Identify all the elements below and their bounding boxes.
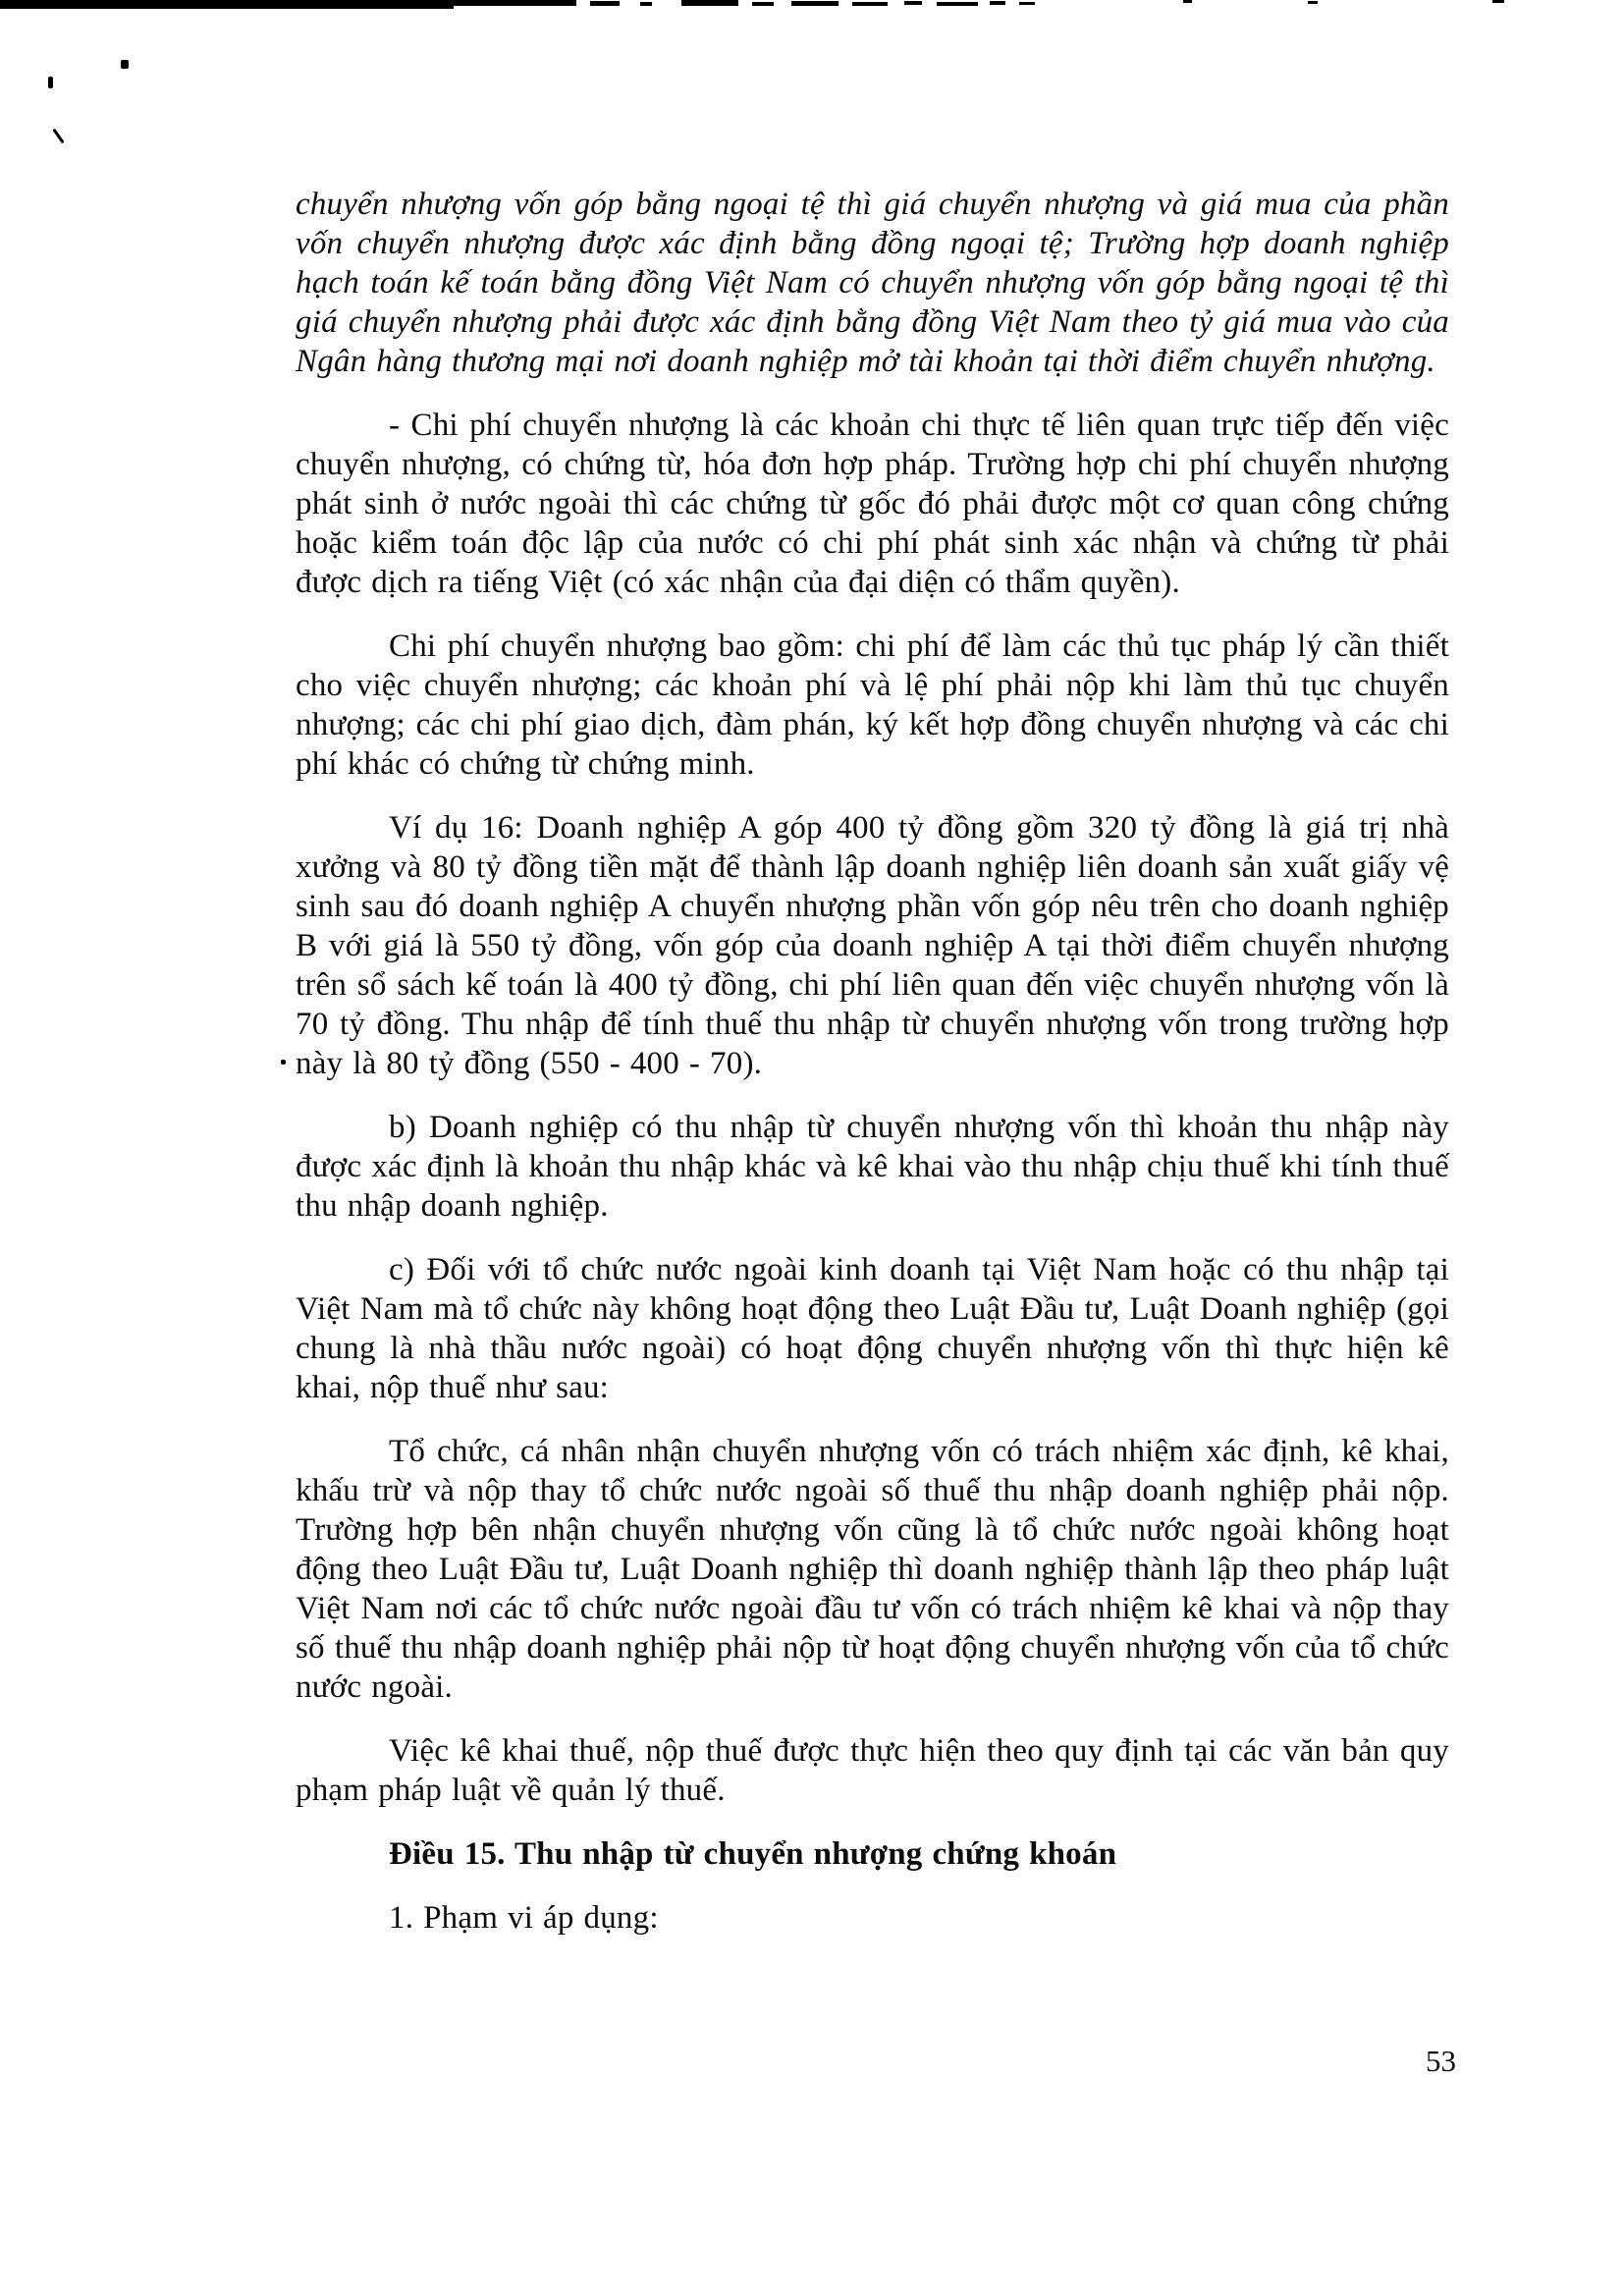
paragraph-item-b-other-income: b) Doanh nghiệp có thu nhập từ chuyển nhượng vốn thì khoản thu nhập này được xác định là khoản thu nhập khác và kê khai vào thu nhập chịu thuế khi tính thuế thu nhập doanh nghiệp. — [296, 1110, 1449, 1224]
paragraph-scope-of-application: 1. Phạm vi áp dụng: — [389, 1900, 659, 1936]
scan-mark — [990, 1, 1005, 5]
paragraph-example-16: Ví dụ 16: Doanh nghiệp A góp 400 tỷ đồng gồm 320 tỷ đồng là giá trị nhà xưởng và 80 tỷ đồng tiền mặt để thành lập doanh nghiệp liên doanh sản xuất giấy vệ sinh sau đó doanh nghiệp A chuyển nhượng phần vốn góp nêu trên cho doanh nghiệp B với giá là 550 tỷ đồng, vốn góp của doanh nghiệp A tại thời điểm chuyển nhượng trên sổ sách kế toán là 400 tỷ đồng, chi phí liên quan đến việc chuyển nhượng vốn là 70 tỷ đồng. Thu nhập để tính thuế thu nhập từ chuyển nhượng vốn trong trường hợp này là 80 tỷ đồng (550 - 400 - 70). — [296, 810, 1449, 1081]
ink-slash-mark — [52, 129, 64, 144]
page-number: 53 — [1426, 2044, 1456, 2078]
scan-mark — [752, 2, 774, 6]
scan-mark — [1492, 0, 1504, 3]
scan-mark — [640, 2, 652, 6]
paragraph-item-c-foreign-organizations: c) Đối với tổ chức nước ngoài kinh doanh tại Việt Nam hoặc có thu nhập tại Việt Nam mà tổ chức này không hoạt động theo Luật Đầu tư, Luật Doanh nghiệp (gọi chung là nhà thầu nước ngoài) có hoạt động chuyển nhượng vốn thì thực hiện kê khai, nộp thuế như sau: — [296, 1252, 1449, 1405]
scan-mark — [1019, 2, 1035, 5]
document-text-block — [296, 185, 1449, 1938]
scan-mark — [791, 1, 839, 6]
paragraph-transfer-cost-definition: - Chi phí chuyển nhượng là các khoản chi thực tế liên quan trực tiếp đến việc chuyển nhượng, có chứng từ, hóa đơn hợp pháp. Trường hợp chi phí chuyển nhượng phát sinh ở nước ngoài thì các chứng từ gốc đó phải được một cơ quan công chứng hoặc kiểm toán độc lập của nước có chi phí phát sinh xác nhận và chứng từ phải được dịch ra tiếng Việt (có xác nhận của đại diện có thẩm quyền). — [296, 408, 1449, 600]
ink-speck — [121, 60, 129, 69]
ink-speck — [48, 77, 53, 88]
scan-mark — [852, 2, 888, 6]
ink-speck — [281, 1060, 286, 1065]
continuation-paragraph-foreign-currency-transfer: chuyển nhượng vốn góp bằng ngoại tệ thì giá chuyển nhượng và giá mua của phần vốn chuyển nhượng được xác định bằng đồng ngoại tệ; Trường hợp doanh nghiệp hạch toán kế toán bằng đồng Việt Nam có chuyển nhượng vốn góp bằng ngoại tệ thì giá chuyển nhượng phải được xác định bằng đồng Việt Nam theo tỷ giá mua vào của Ngân hàng thương mại nơi doanh nghiệp mở tài khoản tại thời điểm chuyển nhượng. — [296, 187, 1449, 379]
paragraph-transfer-cost-includes: Chi phí chuyển nhượng bao gồm: chi phí để làm các thủ tục pháp lý cần thiết cho việc chuyển nhượng; các khoản phí và lệ phí phải nộp khi làm thủ tục chuyển nhượng; các chi phí giao dịch, đàm phán, ký kết hợp đồng chuyển nhượng và các chi phí khác có chứng từ chứng minh. — [296, 629, 1449, 782]
scan-mark — [0, 0, 454, 9]
scan-mark — [1183, 0, 1192, 3]
scan-mark — [904, 1, 922, 5]
article-15-heading: Điều 15. Thu nhập từ chuyển nhượng chứng khoán — [389, 1836, 1117, 1872]
scan-mark — [681, 0, 738, 6]
paragraph-tax-declaration-rules: Việc kê khai thuế, nộp thuế được thực hiện theo quy định tại các văn bản quy phạm pháp luật về quản lý thuế. — [296, 1733, 1449, 1808]
scan-mark — [590, 1, 620, 6]
scan-mark — [937, 2, 978, 6]
scan-mark — [1308, 1, 1318, 4]
paragraph-transferee-withholding-obligation: Tổ chức, cá nhân nhận chuyển nhượng vốn có trách nhiệm xác định, kê khai, khấu trừ và nộp thay tổ chức nước ngoài số thuế thu nhập doanh nghiệp phải nộp. Trường hợp bên nhận chuyển nhượng vốn cũng là tổ chức nước ngoài không hoạt động theo Luật Đầu tư, Luật Doanh nghiệp thì doanh nghiệp thành lập theo pháp luật Việt Nam nơi các tổ chức nước ngoài đầu tư vốn có trách nhiệm kê khai và nộp thay số thuế thu nhập doanh nghiệp phải nộp từ hoạt động chuyển nhượng vốn của tổ chức nước ngoài. — [296, 1434, 1449, 1705]
scan-mark — [454, 0, 576, 6]
